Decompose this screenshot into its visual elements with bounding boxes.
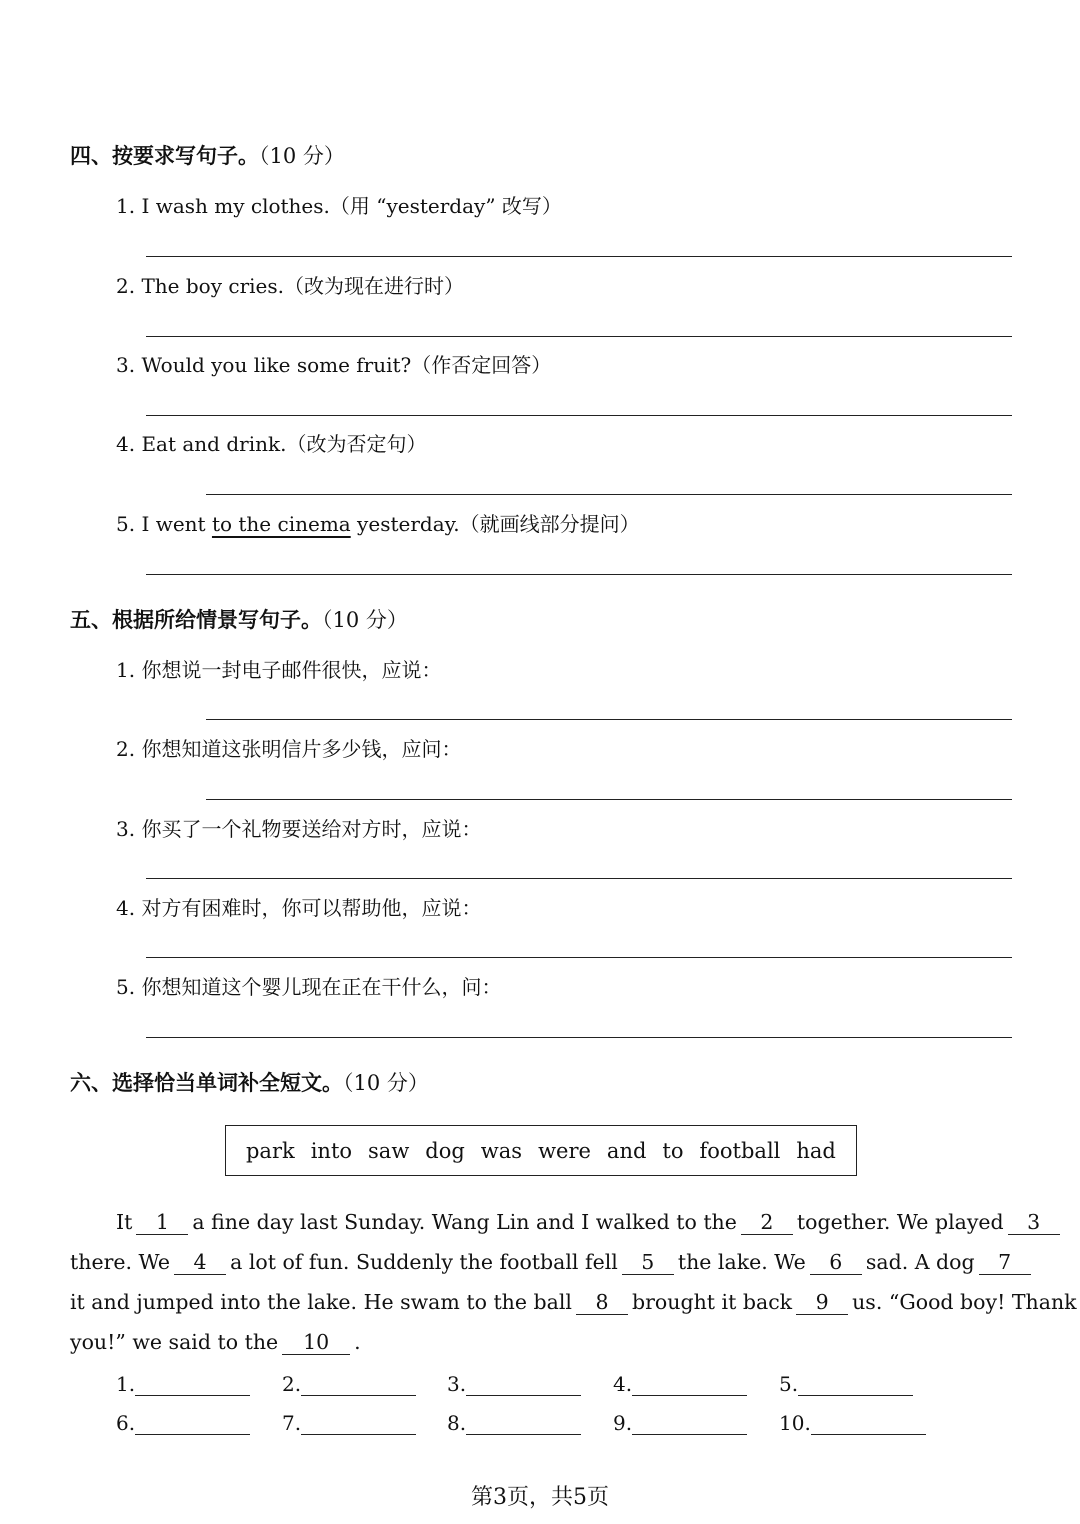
question-number: 4. — [116, 432, 136, 456]
answer-slot-7[interactable] — [282, 1411, 416, 1435]
question-text: Would you like some fruit?（作否定回答） — [141, 353, 552, 377]
answer-line[interactable] — [301, 1412, 416, 1435]
section-4-title — [70, 140, 345, 170]
answer-slot-6[interactable] — [116, 1411, 250, 1435]
blank-3[interactable]: 3 — [1008, 1210, 1060, 1235]
question-text: 你想知道这个婴儿现在正在干什么，问： — [141, 975, 502, 999]
blank-6[interactable]: 6 — [810, 1250, 862, 1275]
passage-text: together. We played — [796, 1210, 1004, 1234]
question-text: 你想知道这张明信片多少钱，应问： — [141, 737, 462, 761]
word-bank-item: were — [538, 1138, 591, 1163]
answer-label: 9. — [613, 1411, 633, 1435]
question-number: 3. — [116, 353, 136, 377]
blank-10[interactable]: 10 — [282, 1330, 350, 1355]
s4-question-3 — [116, 349, 551, 378]
passage-text: you!” we said to the — [70, 1330, 279, 1354]
passage-text: a fine day last Sunday. Wang Lin and I walked to the — [192, 1210, 737, 1234]
word-bank-item: into — [310, 1138, 353, 1163]
answer-line[interactable] — [135, 1412, 250, 1435]
answer-label: 10. — [779, 1411, 811, 1435]
answer-line[interactable] — [146, 415, 1012, 416]
s5-question-3 — [116, 813, 481, 842]
s4-question-4 — [116, 428, 426, 457]
passage-line-1 — [116, 1210, 1064, 1235]
passage-text: brought it back — [632, 1290, 793, 1314]
question-number: 1. — [116, 194, 136, 218]
answer-line[interactable] — [466, 1412, 581, 1435]
word-bank-item: to — [662, 1138, 684, 1163]
answer-line[interactable] — [798, 1373, 913, 1396]
answer-slot-3[interactable] — [447, 1372, 581, 1396]
answer-line[interactable] — [146, 256, 1012, 257]
answer-line[interactable] — [135, 1373, 250, 1396]
passage-text: us. “Good boy! Thank — [852, 1290, 1077, 1314]
answer-line[interactable] — [632, 1412, 747, 1435]
word-bank-item: saw — [368, 1138, 410, 1163]
passage-text: It — [116, 1210, 133, 1234]
question-number: 3. — [116, 817, 136, 841]
question-number: 5. — [116, 975, 136, 999]
answer-line[interactable] — [146, 878, 1012, 879]
answer-label: 1. — [116, 1372, 136, 1396]
answer-line[interactable] — [466, 1373, 581, 1396]
passage-text: the lake. We — [677, 1250, 806, 1274]
question-number: 4. — [116, 896, 136, 920]
word-bank — [225, 1125, 857, 1176]
question-number: 2. — [116, 737, 136, 761]
question-text: 对方有困难时，你可以帮助他，应说： — [141, 896, 482, 920]
answer-line[interactable] — [146, 336, 1012, 337]
answer-slot-8[interactable] — [447, 1411, 581, 1435]
answer-line[interactable] — [632, 1373, 747, 1396]
blank-8[interactable]: 8 — [576, 1290, 628, 1315]
answer-label: 8. — [447, 1411, 467, 1435]
answer-slot-2[interactable] — [282, 1372, 416, 1396]
question-text: Eat and drink.（改为否定句） — [141, 432, 427, 456]
question-number: 1. — [116, 658, 136, 682]
section-title-text: 六、选择恰当单词补全短文。 — [70, 1071, 343, 1095]
passage-text: a lot of fun. Suddenly the football fell — [230, 1250, 618, 1274]
section-points: （10 分） — [259, 144, 345, 168]
question-number: 2. — [116, 274, 136, 298]
word-bank-item: park — [245, 1138, 295, 1163]
word-bank-item: football — [699, 1138, 781, 1163]
passage-line-3 — [70, 1290, 1077, 1315]
s4-question-5 — [116, 508, 640, 537]
s5-question-2 — [116, 733, 461, 762]
blank-5[interactable]: 5 — [622, 1250, 674, 1275]
answer-slot-5[interactable] — [779, 1372, 913, 1396]
word-bank-item: was — [480, 1138, 523, 1163]
answer-slot-9[interactable] — [613, 1411, 747, 1435]
answer-label: 7. — [282, 1411, 302, 1435]
section-6-title — [70, 1067, 429, 1097]
answer-label: 2. — [282, 1372, 302, 1396]
answer-line[interactable] — [206, 494, 1012, 495]
passage-text: . — [354, 1330, 361, 1354]
blank-1[interactable]: 1 — [136, 1210, 188, 1235]
answer-line[interactable] — [301, 1373, 416, 1396]
question-text: 你想说一封电子邮件很快，应说： — [141, 658, 442, 682]
underlined-phrase: to the cinema — [211, 512, 351, 536]
s5-question-1 — [116, 654, 441, 683]
s4-question-2 — [116, 270, 464, 299]
section-points: （10 分） — [322, 608, 408, 632]
s4-question-1 — [116, 190, 562, 219]
question-number: 5. — [116, 512, 136, 536]
section-title-text: 四、按要求写句子。 — [70, 144, 259, 168]
passage-text: there. We — [70, 1250, 171, 1274]
answer-line[interactable] — [146, 574, 1012, 575]
answer-line[interactable] — [811, 1412, 926, 1435]
passage-line-2 — [70, 1250, 1035, 1275]
answer-label: 5. — [779, 1372, 799, 1396]
answer-line[interactable] — [206, 799, 1012, 800]
word-bank-item: and — [606, 1138, 647, 1163]
answer-line[interactable] — [206, 719, 1012, 720]
question-text: 你买了一个礼物要送给对方时，应说： — [141, 817, 482, 841]
answer-line[interactable] — [146, 1037, 1012, 1038]
answer-label: 3. — [447, 1372, 467, 1396]
passage-line-4 — [70, 1330, 361, 1355]
passage-text: it and jumped into the lake. He swam to the ball — [70, 1290, 572, 1314]
word-bank-item: had — [796, 1138, 836, 1163]
s5-question-4 — [116, 892, 481, 921]
blank-2[interactable]: 2 — [741, 1210, 793, 1235]
blank-4[interactable]: 4 — [174, 1250, 226, 1275]
answer-slot-4[interactable] — [613, 1372, 747, 1396]
answer-slot-10[interactable] — [779, 1411, 926, 1435]
answer-label: 6. — [116, 1411, 136, 1435]
passage-text: sad. A dog — [865, 1250, 975, 1274]
answer-line[interactable] — [146, 957, 1012, 958]
question-text: The boy cries.（改为现在进行时） — [141, 274, 464, 298]
word-bank-item: dog — [425, 1138, 465, 1163]
section-points: （10 分） — [343, 1071, 429, 1095]
question-text: yesterday.（就画线部分提问） — [350, 512, 640, 536]
answer-label: 4. — [613, 1372, 633, 1396]
section-5-title — [70, 604, 408, 634]
page-footer: 第3页，共5页 — [471, 1485, 609, 1510]
answer-slot-1[interactable] — [116, 1372, 250, 1396]
blank-9[interactable]: 9 — [796, 1290, 848, 1315]
question-text: I wash my clothes.（用 “yesterday” 改写） — [141, 194, 562, 218]
s5-question-5 — [116, 971, 501, 1000]
section-title-text: 五、根据所给情景写句子。 — [70, 608, 322, 632]
question-text: I went — [141, 512, 212, 536]
blank-7[interactable]: 7 — [979, 1250, 1031, 1275]
